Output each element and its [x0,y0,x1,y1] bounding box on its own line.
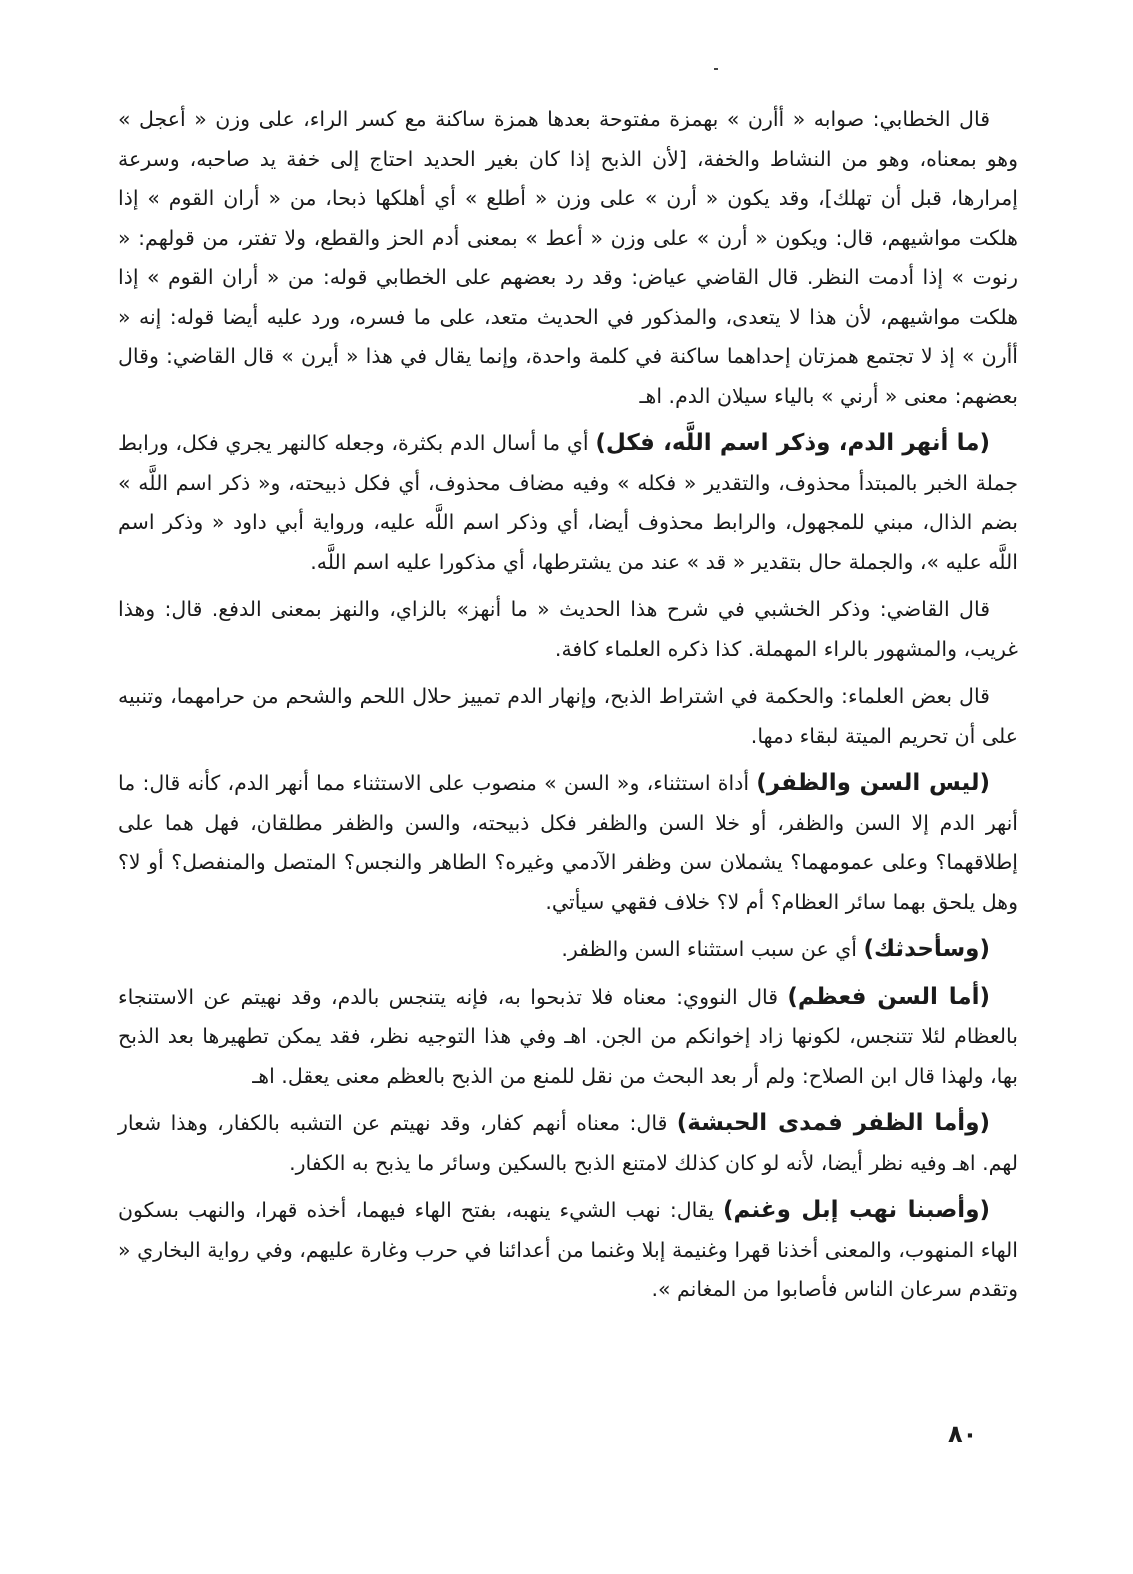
paragraph-text: قال: معناه أنهم كفار، وقد نهيتم عن التشبه بالكفار، وهذا شعار لهم. اهـ وفيه نظر أيضا، لأنه لو كان كذلك لامتنع الذبح بالسكين وسائر ما يذبح به الكفار. [118,1111,1018,1175]
page-body [118,100,1018,1318]
paragraph-text: قال بعض العلماء: والحكمة في اشتراط الذبح، وإنهار الدم تمييز حلال اللحم والشحم من حرامهما، وتنبيه على أن تحريم الميتة لبقاء دمها. [118,684,1018,748]
scan-mark [714,68,718,70]
paragraph-hikmah [118,677,1018,756]
paragraph-lead: (وسأحدثك) [863,936,990,962]
paragraph-text: أي ما أسال الدم بكثرة، وجعله كالنهر يجري فكل، ورابط جملة الخبر بالمبتدأ محذوف، والتقدير « فكله » وفيه مضاف محذوف، أي فكل ذبيحته، و« ذكر اسم اللَّه » بضم الذال، مبني للمجهول، والرابط محذوف أيضا، أي وذكر اسم اللَّه عليه، ورواية أبي داود « وذكر اسم اللَّه عليه »، والجملة حال بتقدير « قد » عند من يشترطها، أي مذكورا عليه اسم اللَّه. [118,431,1018,574]
paragraph-lead: (أما السن فعظم) [787,983,991,1010]
page-number: ٨٠ [948,1420,978,1448]
paragraph-amma-az-zufr [118,1104,1018,1183]
paragraph-qadi-khashabi [118,590,1018,669]
paragraph-wa-sa-uhaddithuk [118,930,1018,970]
paragraph-khattabi [118,100,1018,416]
paragraph-amma-as-sinn [118,978,1018,1097]
paragraph-lead: (وأما الظفر فمدى الحبشة) [676,1110,991,1136]
paragraph-text: يقال: نهب الشيء ينهبه، بفتح الهاء فيهما، أخذه قهرا، والنهب بسكون الهاء المنهوب، والمعنى أخذنا قهرا وغنيمة إبلا وغنما من أعدائنا في حرب وغارة عليهم، وفي رواية البخاري « وتقدم سرعان الناس فأصابوا من المغانم ». [118,1198,1018,1301]
paragraph-text: أي عن سبب استثناء السن والظفر. [561,937,864,961]
paragraph-ma-anhar-ad-dam [118,424,1018,582]
paragraph-text: قال النووي: معناه فلا تذبحوا به، فإنه يتنجس بالدم، وقد نهيتم عن الاستنجاء بالعظام لئلا تتنجس، لكونها زاد إخوانكم من الجن. اهـ وفي هذا التوجيه نظر، فقد يمكن تطهيرها بعد الذبح بها، ولهذا قال ابن الصلاح: ولم أر بعد البحث من نقل للمنع من الذبح بالعظم معنى يعقل. اهـ [118,984,1018,1088]
paragraph-text: أداة استثناء، و« السن » منصوب على الاستثناء مما أنهر الدم، كأنه قال: ما أنهر الدم إلا السن والظفر، أو خلا السن والظفر فكل ذبيحته، والسن والظفر مطلقان، فهل هما على إطلاقهما؟ وعلى عمومهما؟ يشملان سن وظفر الآدمي وغيره؟ الطاهر والنجس؟ المتصل والمنفصل؟ أو لا؟ وهل يلحق بهما سائر العظام؟ أم لا؟ خلاف فقهي سيأتي. [118,771,1018,914]
paragraph-text: قال الخطابي: صوابه « أأرن » بهمزة مفتوحة بعدها همزة ساكنة مع كسر الراء، على وزن « أعجل » وهو بمعناه، وهو من النشاط والخفة، [لأن الذبح إذا كان بغير الحديد احتاج إلى خفة يد صاحبه، وسرعة إمرارها، قبل أن تهلك]، وقد يكون « أرن » على وزن « أطلع » أي أهلكها ذبحا، من « أران القوم » إذا هلكت مواشيهم، قال: ويكون « أرن » على وزن « أعط » بمعنى أدم الحز والقطع، ولا تفتر، من قولهم: « رنوت » إذا أدمت النظر. قال القاضي عياض: وقد رد بعضهم على الخطابي قوله: من « أران القوم » إذا هلكت مواشيهم، لأن هذا لا يتعدى، والمذكور في الحديث متعد، على ما فسره، ورد عليه أيضا قوله: إنه « أأرن » إذ لا تجتمع همزتان إحداهما ساكنة في كلمة واحدة، وإنما يقال في هذا « أيرن » قال القاضي: وقال بعضهم: معنى « أرني » بالياء سيلان الدم. اهـ [118,107,1018,408]
paragraph-laysa-as-sinn [118,764,1018,922]
paragraph-lead: (ليس السن والظفر) [756,770,990,796]
paragraph-lead: (وأصبنا نهب إبل وغنم) [722,1197,990,1223]
paragraph-asabna-nahb [118,1191,1018,1310]
paragraph-lead: (ما أنهر الدم، وذكر اسم اللَّه، فكل) [595,430,990,456]
paragraph-text: قال القاضي: وذكر الخشبي في شرح هذا الحديث « ما أنهز» بالزاي، والنهز بمعنى الدفع. قال: وهذا غريب، والمشهور بالراء المهملة. كذا ذكره العلماء كافة. [118,597,1018,661]
